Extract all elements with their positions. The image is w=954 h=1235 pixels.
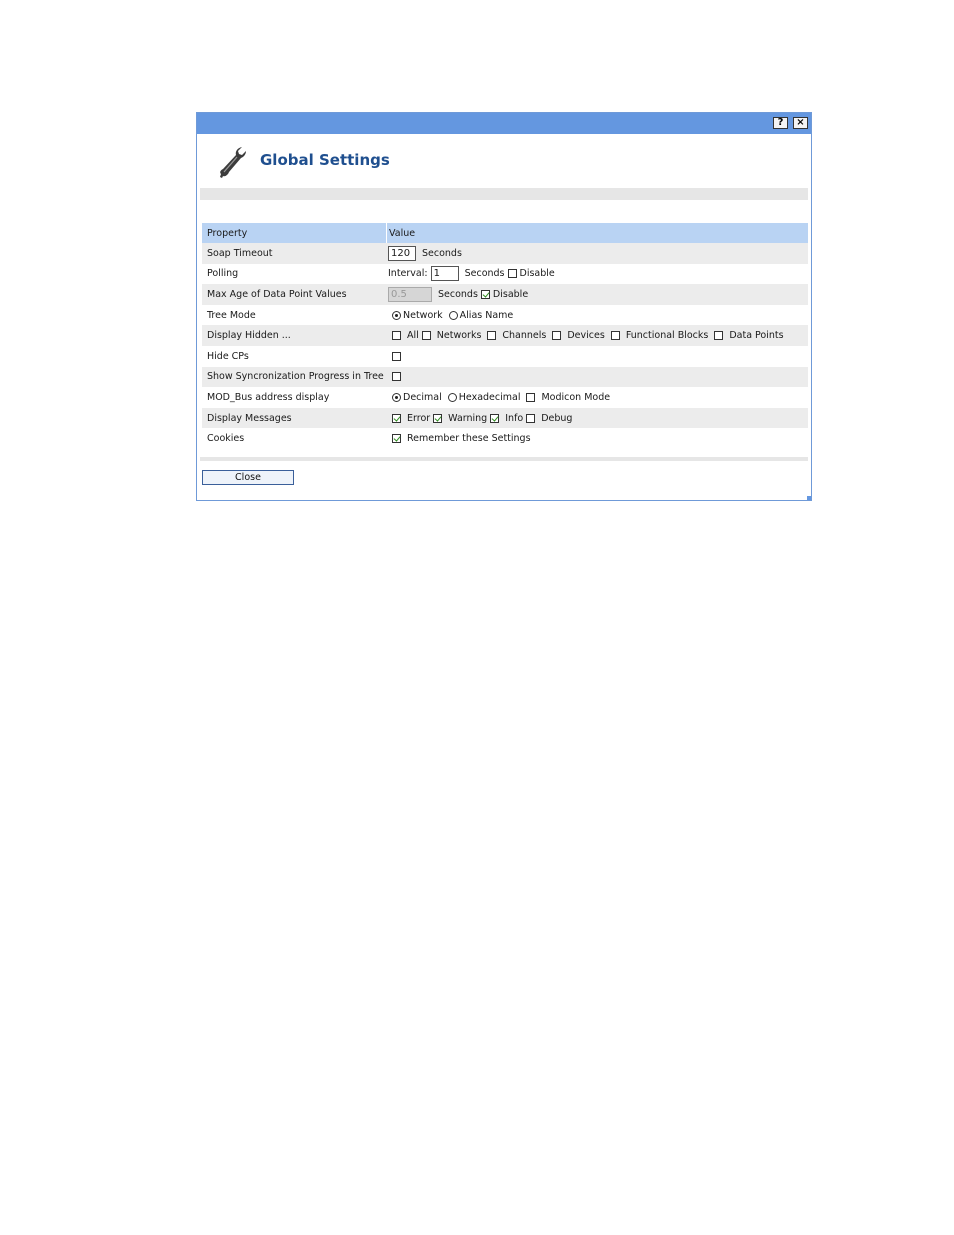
messages-debug-label: Debug	[541, 412, 573, 424]
max-age-input[interactable]: 0.5	[388, 287, 432, 302]
header-separator	[200, 188, 808, 200]
display-hidden-all-label: All	[407, 330, 419, 342]
sync-progress-checkbox[interactable]	[392, 372, 401, 381]
column-header-property: Property	[207, 227, 248, 239]
messages-info-label: Info	[505, 412, 524, 424]
polling-disable-label: Disable	[519, 268, 555, 280]
soap-timeout-unit: Seconds	[422, 247, 462, 259]
tree-mode-network-label: Network	[403, 309, 443, 321]
row-tree-mode	[202, 305, 808, 326]
soap-timeout-label: Soap Timeout	[207, 247, 273, 259]
row-sync-progress	[202, 367, 808, 388]
dialog-titlebar[interactable]	[197, 113, 811, 134]
soap-timeout-input[interactable]: 120	[388, 246, 416, 261]
display-messages-label: Display Messages	[207, 412, 292, 424]
row-modbus	[202, 387, 808, 408]
modbus-hexadecimal-label: Hexadecimal	[458, 391, 521, 403]
modbus-decimal-radio[interactable]	[392, 393, 401, 402]
modicon-mode-checkbox[interactable]	[526, 393, 535, 402]
display-hidden-functional-blocks-label: Functional Blocks	[625, 330, 709, 342]
display-hidden-data-points-label: Data Points	[729, 330, 784, 342]
tree-mode-alias-radio[interactable]	[449, 311, 458, 320]
close-icon[interactable]: ×	[793, 117, 808, 129]
max-age-disable-label: Disable	[492, 288, 529, 300]
polling-disable-checkbox[interactable]	[508, 269, 517, 278]
messages-warning-checkbox[interactable]	[433, 414, 442, 423]
display-hidden-networks-checkbox[interactable]	[422, 331, 431, 340]
wrench-icon	[215, 145, 247, 179]
max-age-disable-checkbox[interactable]	[481, 290, 490, 299]
hide-cps-checkbox[interactable]	[392, 352, 401, 361]
grid-header-row	[202, 223, 808, 243]
resize-grip[interactable]	[807, 496, 811, 500]
display-hidden-devices-checkbox[interactable]	[552, 331, 561, 340]
display-hidden-all-checkbox[interactable]	[392, 331, 401, 340]
modbus-decimal-label: Decimal	[403, 391, 442, 403]
help-icon[interactable]: ?	[773, 117, 788, 129]
polling-unit: Seconds	[464, 268, 505, 280]
tree-mode-network-radio[interactable]	[392, 311, 401, 320]
messages-error-label: Error	[407, 412, 431, 424]
polling-label: Polling	[207, 268, 239, 280]
messages-warning-label: Warning	[448, 412, 488, 424]
page-title: Global Settings	[260, 151, 390, 169]
tree-mode-label: Tree Mode	[207, 309, 256, 321]
messages-info-checkbox[interactable]	[490, 414, 499, 423]
row-max-age	[202, 284, 808, 305]
polling-interval-label: Interval:	[388, 268, 428, 280]
footer-separator	[200, 457, 808, 461]
tree-mode-alias-label: Alias Name	[459, 309, 514, 321]
row-hide-cps	[202, 346, 808, 367]
max-age-unit: Seconds	[438, 288, 478, 300]
max-age-label: Max Age of Data Point Values	[207, 288, 347, 300]
settings-grid	[202, 223, 808, 449]
modicon-mode-label: Modicon Mode	[541, 391, 611, 403]
close-button[interactable]: Close	[202, 470, 294, 485]
display-hidden-channels-label: Channels	[502, 330, 547, 342]
display-hidden-data-points-checkbox[interactable]	[714, 331, 723, 340]
sync-progress-label: Show Syncronization Progress in Tree	[207, 371, 384, 383]
polling-interval-input[interactable]: 1	[431, 266, 459, 281]
row-soap-timeout	[202, 243, 808, 264]
remember-settings-label: Remember these Settings	[407, 433, 531, 445]
display-hidden-label: Display Hidden ...	[207, 330, 291, 342]
remember-settings-checkbox[interactable]	[392, 434, 401, 443]
column-header-value: Value	[386, 223, 415, 243]
row-display-hidden	[202, 325, 808, 346]
messages-debug-checkbox[interactable]	[526, 414, 535, 423]
modbus-label: MOD_Bus address display	[207, 391, 330, 403]
cookies-label: Cookies	[207, 433, 245, 445]
row-polling	[202, 264, 808, 285]
display-hidden-channels-checkbox[interactable]	[487, 331, 496, 340]
row-display-messages	[202, 408, 808, 429]
hide-cps-label: Hide CPs	[207, 350, 249, 362]
display-hidden-networks-label: Networks	[436, 330, 482, 342]
global-settings-dialog	[196, 112, 812, 501]
row-cookies	[202, 428, 808, 449]
modbus-hexadecimal-radio[interactable]	[448, 393, 457, 402]
messages-error-checkbox[interactable]	[392, 414, 401, 423]
display-hidden-devices-label: Devices	[567, 330, 605, 342]
display-hidden-functional-blocks-checkbox[interactable]	[611, 331, 620, 340]
